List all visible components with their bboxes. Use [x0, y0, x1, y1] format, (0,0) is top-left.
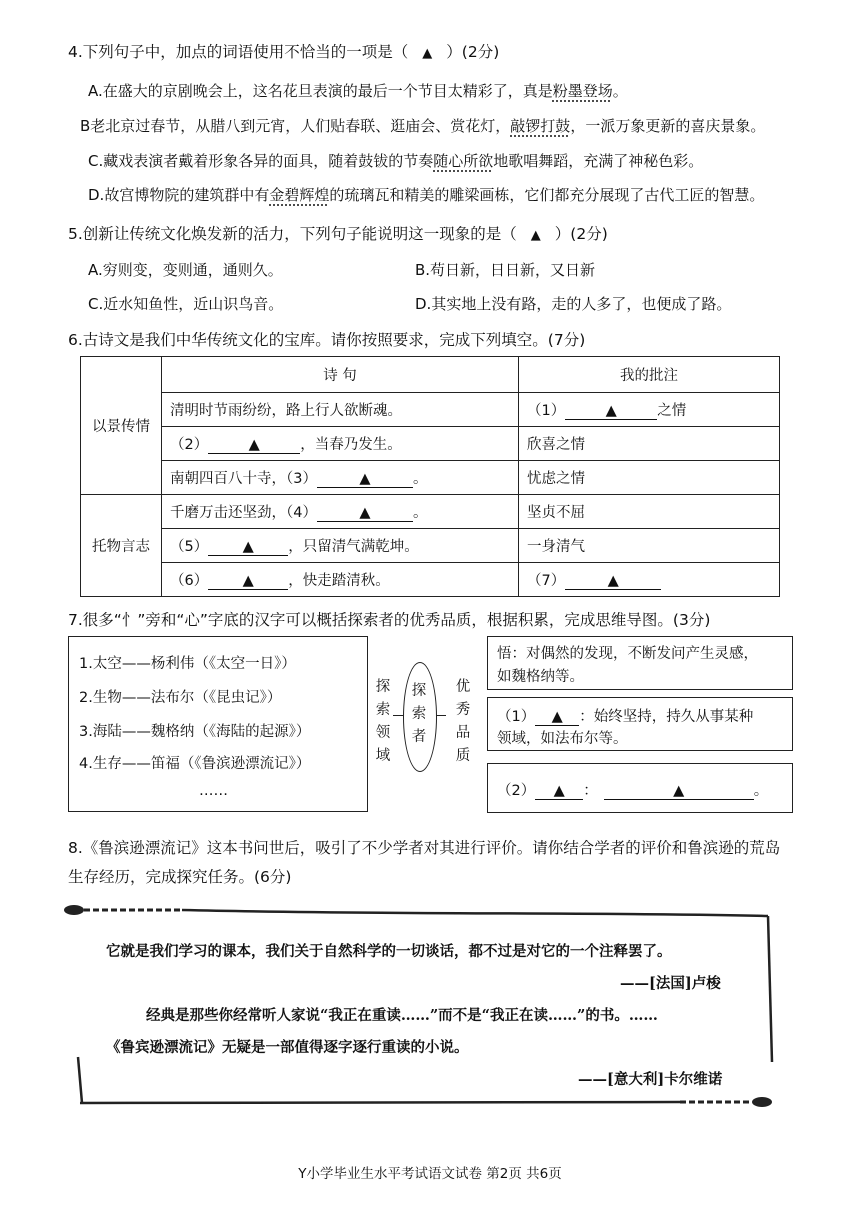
- poem-row-5: （5） ▲ ，只留清气满乾坤。: [162, 529, 519, 563]
- fill-blank-quality-2b[interactable]: ▲: [604, 783, 754, 800]
- answer-blank-marker[interactable]: ▲: [422, 46, 433, 61]
- quality-box-1: 悟：对偶然的发现，不断发问产生灵感， 如魏格纳等。: [487, 636, 793, 690]
- field-item-3: 3.海陆——魏格纳（《海陆的起源》）: [79, 724, 311, 740]
- question-4-option-a[interactable]: A.在盛大的京剧晚会上，这名花旦表演的最后一个节目太精彩了，真是粉墨登场。: [88, 82, 628, 100]
- question-4-option-d[interactable]: D.故宫博物院的建筑群中有金碧辉煌的琉璃瓦和精美的雕梁画栋，它们都充分展现了古代工匠的智慧。: [88, 186, 765, 204]
- question-5-option-a[interactable]: A.穷则变，变则通，通则久。: [88, 261, 283, 279]
- quality-box-3: （2） ▲ ： ▲ 。: [487, 763, 793, 813]
- poem-row-4: 千磨万击还坚劲，（4） ▲ 。: [162, 495, 519, 529]
- question-5-option-b[interactable]: B.苟日新，日日新，又日新: [415, 261, 596, 279]
- dotted-word: 敲锣打鼓: [510, 117, 571, 135]
- poem-row-6: （6） ▲ ，快走踏清秋。: [162, 563, 519, 597]
- question-7-stem: 7.很多“忄”旁和“心”字底的汉字可以概括探索者的优秀品质，根据积累，完成思维导图。(3分): [68, 611, 711, 629]
- fill-blank-quality-2a[interactable]: ▲: [535, 783, 583, 800]
- question-5-option-c[interactable]: C.近水知鱼性，近山识鸟音。: [88, 295, 284, 313]
- note-row-5: 一身清气: [519, 529, 780, 563]
- fill-blank-3[interactable]: ▲: [317, 471, 413, 488]
- note-row-4: 坚贞不屈: [519, 495, 780, 529]
- quote-calvino-line-1: 经典是那些你经常听人家说“我正在重读……”而不是“我正在读……”的书。……: [146, 1007, 658, 1024]
- label-exploration-field: 探索领域: [375, 679, 391, 764]
- field-item-2: 2.生物——法布尔（《昆虫记》）: [79, 690, 282, 706]
- poem-row-3: 南朝四百八十寺，（3） ▲ 。: [162, 461, 519, 495]
- question-5-option-d[interactable]: D.其实地上没有路，走的人多了，也便成了路。: [415, 295, 732, 313]
- note-row-3: 忧虑之情: [519, 461, 780, 495]
- page-footer: Y小学毕业生水平考试语文试卷 第2页 共6页: [298, 1166, 562, 1182]
- center-explorer: 探索者: [411, 683, 427, 745]
- field-item-4: 4.生存——笛福（《鲁滨逊漂流记》）: [79, 756, 311, 772]
- category-scene-emotion: 以景传情: [81, 357, 162, 495]
- category-object-aspiration: 托物言志: [81, 495, 162, 597]
- header-note: 我的批注: [519, 357, 780, 393]
- note-row-1: （1） ▲ 之情: [519, 393, 780, 427]
- quote-calvino-line-2: 《鲁宾逊漂流记》无疑是一部值得逐字逐行重读的小说。: [106, 1039, 469, 1056]
- quote-rousseau: 它就是我们学习的课本，我们关于自然科学的一切谈话，都不过是对它的一个注释罢了。: [106, 943, 672, 960]
- question-5-stem: 5.创新让传统文化焕发新的活力，下列句子能说明这一现象的是（ ▲ ）(2分): [68, 225, 608, 243]
- dotted-word: 金碧辉煌: [269, 186, 330, 204]
- fill-blank-quality-1[interactable]: ▲: [535, 709, 579, 726]
- header-poem: 诗 句: [162, 357, 519, 393]
- fill-blank-5[interactable]: ▲: [208, 539, 288, 556]
- fill-blank-2[interactable]: ▲: [208, 437, 300, 454]
- field-item-ellipsis: ……: [199, 783, 228, 799]
- label-excellent-quality: 优秀品质: [455, 679, 471, 764]
- quote-calvino-author: ——[意大利]卡尔维诺: [578, 1071, 723, 1088]
- quality-box-2: （1） ▲ ：始终坚持，持久从事某种 领域，如法布尔等。: [487, 697, 793, 751]
- note-row-6: （7） ▲: [519, 563, 780, 597]
- note-row-2: 欣喜之情: [519, 427, 780, 461]
- fill-blank-1[interactable]: ▲: [565, 403, 657, 420]
- dotted-word: 粉墨登场: [552, 82, 613, 100]
- fill-blank-6[interactable]: ▲: [208, 573, 288, 590]
- poem-row-2: （2） ▲ ，当春乃发生。: [162, 427, 519, 461]
- question-4-option-b[interactable]: B老北京过春节，从腊八到元宵，人们贴春联、逛庙会、赏花灯，敲锣打鼓，一派万象更新的喜庆景象。: [80, 117, 766, 135]
- poem-row-1: 清明时节雨纷纷，路上行人欲断魂。: [162, 393, 519, 427]
- field-item-1: 1.太空——杨利伟（《太空一日》）: [79, 656, 296, 672]
- quote-rousseau-author: ——[法国]卢梭: [620, 975, 721, 992]
- answer-blank-marker[interactable]: ▲: [530, 228, 541, 243]
- dotted-word: 随心所欲: [433, 152, 494, 170]
- question-4-stem: 4.下列句子中，加点的词语使用不恰当的一项是（ ▲ ）(2分): [68, 43, 500, 61]
- question-8-stem-line-2: 生存经历，完成探究任务。(6分): [68, 868, 292, 886]
- question-8-stem-line-1: 8.《鲁滨逊漂流记》这本书问世后，吸引了不少学者对其进行评价。请你结合学者的评价和鲁滨逊的荒岛: [68, 839, 781, 857]
- fill-blank-4[interactable]: ▲: [317, 505, 413, 522]
- question-4-option-c[interactable]: C.藏戏表演者戴着形象各异的面具，随着鼓钹的节奏随心所欲地歌唱舞蹈，充满了神秘色彩。: [88, 152, 704, 170]
- question-6-stem: 6.古诗文是我们中华传统文化的宝库。请你按照要求，完成下列填空。(7分): [68, 331, 586, 349]
- fill-blank-7[interactable]: ▲: [565, 573, 661, 590]
